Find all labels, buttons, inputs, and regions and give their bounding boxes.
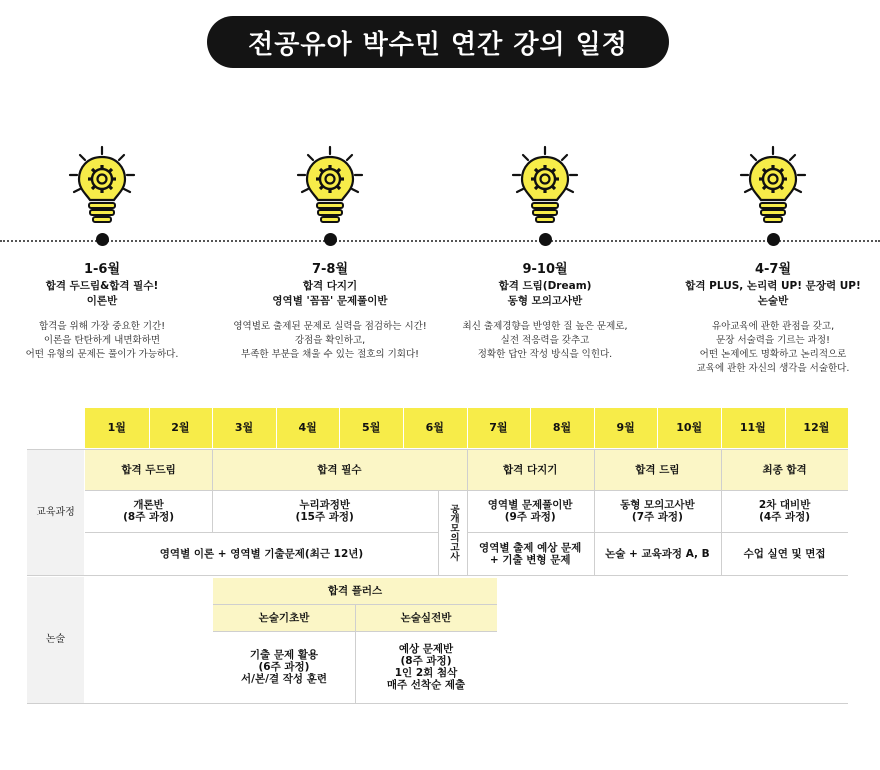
stage-period: 1-6월 xyxy=(83,262,121,277)
timeline-line xyxy=(0,240,880,242)
stage-title: 합격 다지기 영역별 '꼼꼼' 문제풀이반 xyxy=(272,280,388,307)
table-divider xyxy=(27,449,848,450)
table-divider xyxy=(27,575,848,576)
table-divider xyxy=(467,490,468,575)
phase-header: 합격 필수 xyxy=(212,450,466,490)
phase-header: 최종 합격 xyxy=(721,450,848,490)
stage-period: 7-8월 xyxy=(311,262,349,277)
course-cell: 개론반 (8주 과정) xyxy=(123,499,175,523)
table-divider xyxy=(721,450,722,575)
month-header: 1월 xyxy=(85,408,149,448)
timeline-dot xyxy=(539,233,552,246)
essay-header: 합격 플러스 xyxy=(213,578,497,604)
month-header: 5월 xyxy=(339,408,403,448)
month-header: 10월 xyxy=(657,408,721,448)
month-header: 6월 xyxy=(403,408,467,448)
stage-description: 유아교육에 관한 관점을 갖고, 문장 서술력을 기르는 과정! 어떤 논제에도 명확하고 논리적으로 교육에 관한 자신의 생각을 서술한다. xyxy=(696,321,850,374)
month-header: 9월 xyxy=(594,408,658,448)
table-divider xyxy=(27,703,848,704)
phase-header: 합격 드림 xyxy=(594,450,721,490)
essay-subheader: 논술실전반 xyxy=(355,604,497,631)
stage-period: 9-10월 xyxy=(522,262,568,277)
page-title: 전공유아 박수민 연간 강의 일정 xyxy=(207,16,669,68)
stage-description: 최신 출제경향을 반영한 질 높은 문제로, 실전 적응력을 갖추고 정확한 답안 작성 방식을 익힌다. xyxy=(462,321,628,360)
essay-detail: 예상 문제반 (8주 과정) 1인 2회 첨삭 매주 선착순 제출 xyxy=(386,643,466,691)
stage-description: 영역별로 출제된 문제로 실력을 점검하는 시간! 강점을 확인하고, 부족한 부분을 채울 수 있는 절호의 기회다! xyxy=(233,321,427,360)
month-header: 4월 xyxy=(276,408,340,448)
bottom-cell: 영역별 출제 예상 문제 + 기출 변형 문제 xyxy=(479,541,582,566)
lightbulb-icon xyxy=(435,145,655,225)
theory-cell: 영역별 이론 + 영역별 기출문제(최근 12년) xyxy=(159,547,364,560)
row-label-curriculum: 교육과정 xyxy=(27,450,84,575)
month-header: 7월 xyxy=(467,408,531,448)
timeline-dot xyxy=(324,233,337,246)
table-divider xyxy=(438,490,439,575)
course-cell: 영역별 문제풀이반 (9주 과정) xyxy=(487,499,573,523)
stage-period: 4-7월 xyxy=(754,262,792,277)
mock-exam-cell: 공개모의고사 xyxy=(448,504,459,561)
course-cell: 2차 대비반 (4주 과정) xyxy=(758,499,811,523)
table-divider xyxy=(212,450,213,532)
month-header: 8월 xyxy=(530,408,594,448)
timeline-dot xyxy=(96,233,109,246)
course-cell: 동형 모의고사반 (7주 과정) xyxy=(620,499,695,523)
lightbulb-icon xyxy=(0,145,212,225)
month-header: 12월 xyxy=(785,408,849,448)
month-header: 2월 xyxy=(149,408,213,448)
month-header: 3월 xyxy=(212,408,276,448)
lightbulb-icon xyxy=(663,145,880,225)
stage-title: 합격 두드림&합격 필수! 이론반 xyxy=(45,280,159,307)
course-cell: 누리과정반 (15주 과정) xyxy=(295,499,354,523)
lightbulb-icon xyxy=(220,145,440,225)
stage-title: 합격 PLUS, 논리력 UP! 문장력 UP! 논술반 xyxy=(685,280,861,307)
table-divider xyxy=(594,450,595,575)
phase-header: 합격 다지기 xyxy=(467,450,594,490)
table-divider xyxy=(85,532,438,533)
month-header: 11월 xyxy=(721,408,785,448)
row-label-essay: 논술 xyxy=(27,577,84,703)
bottom-cell: 논술 + 교육과정 A, B xyxy=(605,547,710,560)
phase-header: 합격 두드림 xyxy=(85,450,212,490)
table-divider xyxy=(467,532,849,533)
table-divider xyxy=(467,450,468,490)
bottom-cell: 수업 실연 및 면접 xyxy=(743,547,826,560)
stage-title: 합격 드림(Dream) 동형 모의고사반 xyxy=(498,280,592,307)
stage-description: 합격을 위해 가장 중요한 기간! 이론을 탄탄하게 내면화하면 어떤 유형의 문제든 풀이가 가능하다. xyxy=(25,321,179,360)
essay-detail: 기출 문제 활용 (6주 과정) 서/본/결 작성 훈련 xyxy=(241,649,327,685)
timeline-dot xyxy=(767,233,780,246)
essay-subheader: 논술기초반 xyxy=(213,604,355,631)
table-divider xyxy=(355,604,356,703)
